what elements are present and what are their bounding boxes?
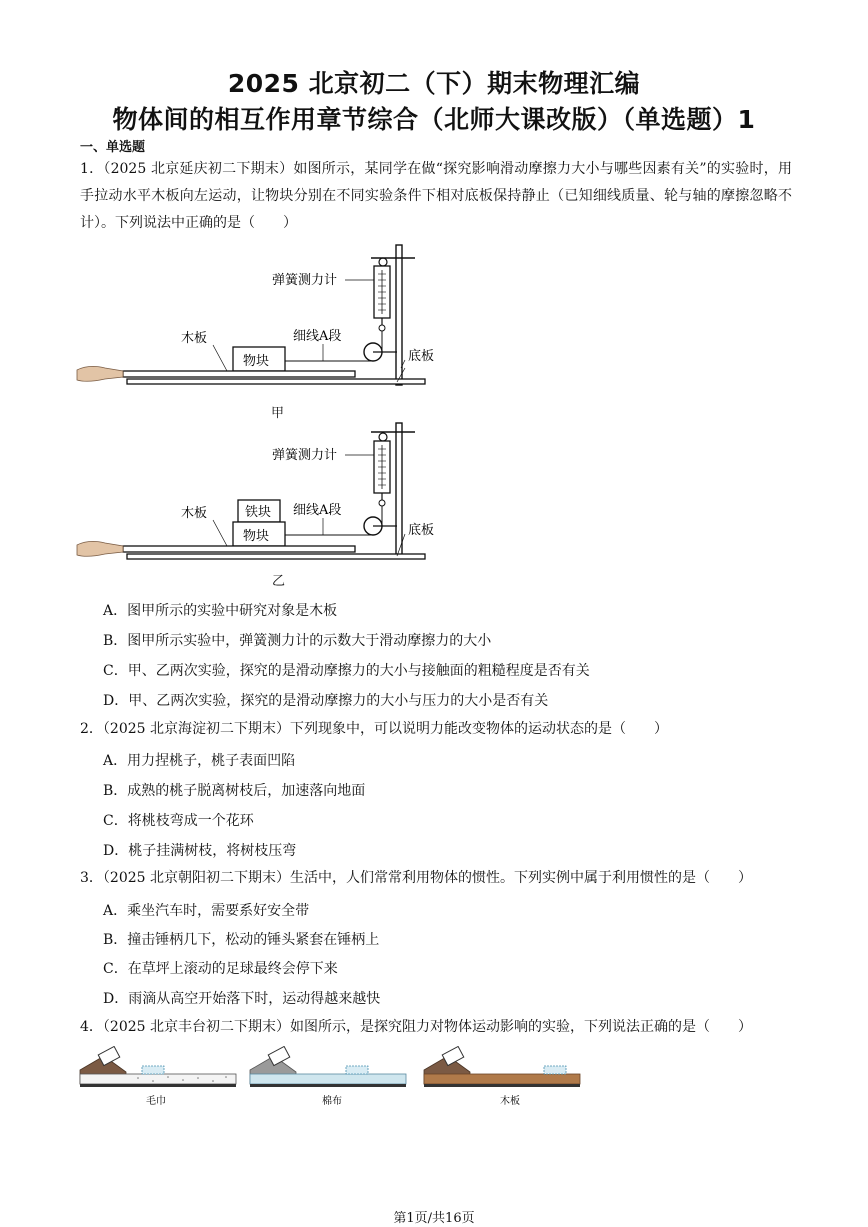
- label-iron: 铁块: [245, 505, 272, 520]
- question-2-stem: 2．（2025 北京海淀初二下期末）下列现象中，可以说明力能改变物体的运动状态的是（ ）: [80, 721, 668, 737]
- section-heading: 一、单选题: [80, 140, 146, 155]
- label-base: 底板: [408, 349, 435, 364]
- page-title: 2025 北京初二（下）期末物理汇编: [227, 69, 641, 98]
- q2-option-b: B．成熟的桃子脱离树枝后，加速落向地面: [103, 783, 366, 799]
- question-3-stem: 3．（2025 北京朝阳初二下期末）生活中，人们常常利用物体的惯性。下列实例中属于利用惯性的是（ ）: [80, 870, 752, 886]
- q3-option-d: D．雨滴从高空开始落下时，运动得越来越快: [103, 991, 381, 1007]
- ramp-cloth: [250, 1046, 406, 1087]
- page-subtitle: 物体间的相互作用章节综合（北师大课改版）（单选题）1: [112, 105, 756, 134]
- q2-option-c: C．将桃枝弯成一个花环: [103, 813, 254, 829]
- q1-option-d: D．甲、乙两次实验，探究的是滑动摩擦力的大小与压力的大小是否有关: [103, 693, 549, 709]
- ramp-towel: [80, 1046, 236, 1087]
- q1-option-a: A．图甲所示的实验中研究对象是木板: [103, 603, 338, 619]
- surface-label-cloth: 棉布: [322, 1096, 342, 1107]
- label-block: 物块: [243, 354, 270, 369]
- question-4-stem: 4．（2025 北京丰台初二下期末）如图所示，是探究阻力对物体运动影响的实验，下列说法正确的是（ ）: [80, 1019, 752, 1035]
- q3-option-c: C．在草坪上滚动的足球最终会停下来: [103, 961, 338, 977]
- figure-apparatus-a: [75, 240, 455, 400]
- label-spring-scale: 弹簧测力计: [272, 273, 338, 288]
- ramp-wood: [424, 1046, 580, 1087]
- q1-option-b: B．图甲所示实验中，弹簧测力计的示数大于滑动摩擦力的大小: [103, 633, 492, 649]
- figure-surfaces: [78, 1046, 588, 1108]
- q3-option-a: A．乘坐汽车时，需要系好安全带: [103, 903, 310, 919]
- label-block-b: 物块: [243, 529, 270, 544]
- label-base-b: 底板: [408, 523, 435, 538]
- figure-caption-b: 乙: [272, 574, 286, 589]
- q3-option-b: B．撞击锤柄几下，松动的锤头紧套在锤柄上: [103, 932, 380, 948]
- surface-label-wood: 木板: [500, 1096, 520, 1107]
- label-thread: 细线A段: [293, 329, 342, 344]
- surface-label-towel: 毛巾: [146, 1096, 166, 1107]
- question-1-stem: 1．（2025 北京延庆初二下期末）如图所示，某同学在做“探究影响滑动摩擦力大小与哪些因素有关”的实验时，用手拉动水平木板向左运动，让物块分别在不同实验条件下相对底板保持静止（已知细线质量、轮与轴的摩擦忽略不计）。下列说法中正确的是（ ）: [80, 161, 792, 231]
- label-spring-scale-b: 弹簧测力计: [272, 448, 338, 463]
- page-footer: 第1页/共16页: [393, 1211, 475, 1226]
- q2-option-d: D．桃子挂满树枝，将树枝压弯: [103, 843, 297, 859]
- figure-apparatus-b: [75, 418, 455, 568]
- q1-option-c: C．甲、乙两次实验，探究的是滑动摩擦力的大小与接触面的粗糙程度是否有关: [103, 663, 590, 679]
- label-thread-b: 细线A段: [293, 503, 342, 518]
- label-board-b: 木板: [181, 506, 208, 521]
- q2-option-a: A．用力捏桃子，桃子表面凹陷: [103, 753, 296, 769]
- label-board: 木板: [181, 331, 208, 346]
- figure-caption-a: 甲: [271, 406, 285, 421]
